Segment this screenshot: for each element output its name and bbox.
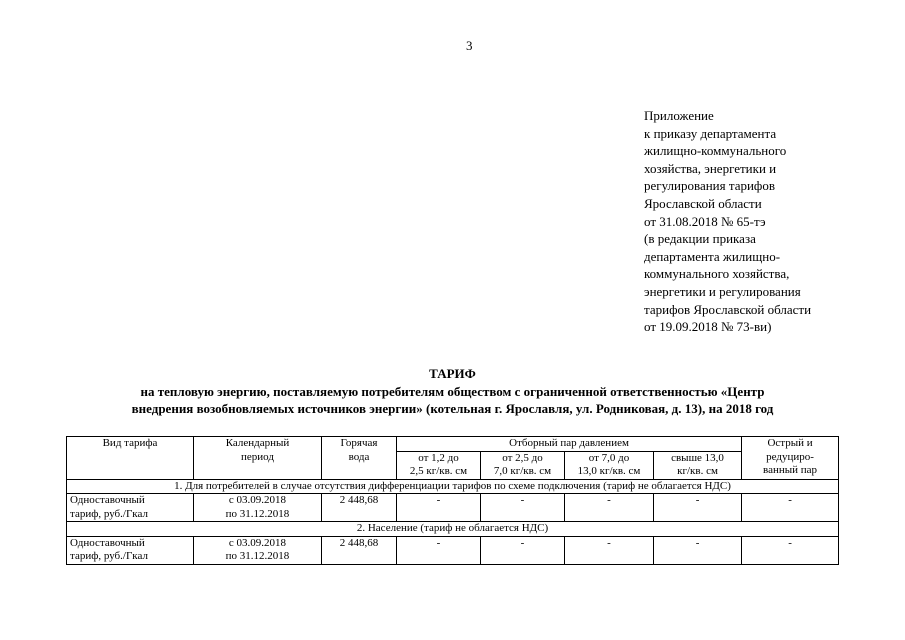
document-subtitle — [40, 384, 865, 417]
appendix-line: хозяйства, энергетики и — [644, 160, 777, 176]
table-header-row — [67, 437, 839, 452]
header-steam-2: от 2,5 до 7,0 кг/кв. см — [481, 451, 565, 479]
section-title-row — [67, 522, 839, 537]
appendix-line: от 31.08.2018 № 65-тэ — [644, 213, 766, 229]
cell-steam-1: - — [397, 536, 481, 564]
header-steam-4: свыше 13,0 кг/кв. см — [654, 451, 742, 479]
appendix-line: жилищно-коммунального — [644, 143, 787, 159]
cell-steam-2: - — [481, 494, 565, 522]
cell-period: с 03.09.2018 по 31.12.2018 — [194, 494, 322, 522]
appendix-line: (в редакции приказа — [644, 231, 756, 247]
header-steam-group: Отборный пар давлением — [397, 437, 742, 452]
header-reduced-steam: Острый и редуциро- ванный пар — [742, 437, 839, 480]
appendix-line: к приказу департамента — [644, 125, 777, 141]
section-title-row — [67, 479, 839, 494]
appendix-line: регулирования тарифов — [644, 178, 775, 194]
table-row — [67, 536, 839, 564]
appendix-line: энергетики и регулирования — [644, 283, 801, 299]
cell-period: с 03.09.2018 по 31.12.2018 — [194, 536, 322, 564]
subtitle-line: внедрения возобновляемых источников энергии» (котельная г. Ярославля, ул. Родниковая, д. 13), на 2018 год — [131, 400, 774, 416]
appendix-line: от 19.09.2018 № 73-ви) — [644, 319, 772, 335]
header-steam-1: от 1,2 до 2,5 кг/кв. см — [397, 451, 481, 479]
appendix-line: Приложение — [644, 108, 714, 123]
cell-reduced-steam: - — [742, 536, 839, 564]
section-title: 2. Население (тариф не облагается НДС) — [67, 522, 839, 537]
header-hot-water: Горячая вода — [322, 437, 397, 480]
cell-steam-2: - — [481, 536, 565, 564]
cell-steam-3: - — [565, 536, 654, 564]
cell-steam-4: - — [654, 536, 742, 564]
appendix-line: коммунального хозяйства, — [644, 266, 790, 282]
document-title: ТАРИФ — [429, 366, 476, 381]
header-steam-3: от 7,0 до 13,0 кг/кв. см — [565, 451, 654, 479]
cell-hot-water: 2 448,68 — [322, 494, 397, 522]
appendix-line: департамента жилищно- — [644, 248, 781, 264]
appendix-line: Ярославской области — [644, 195, 762, 211]
header-calendar-period: Календарный период — [194, 437, 322, 480]
cell-tariff-type: Одноставочный тариф, руб./Гкал — [67, 536, 194, 564]
cell-steam-1: - — [397, 494, 481, 522]
appendix-block — [644, 107, 884, 336]
cell-reduced-steam: - — [742, 494, 839, 522]
cell-tariff-type: Одноставочный тариф, руб./Гкал — [67, 494, 194, 522]
cell-hot-water: 2 448,68 — [322, 536, 397, 564]
header-tariff-type: Вид тарифа — [67, 437, 194, 480]
page-number: 3 — [466, 38, 473, 53]
cell-steam-3: - — [565, 494, 654, 522]
table-row — [67, 494, 839, 522]
section-title: 1. Для потребителей в случае отсутствия дифференциации тарифов по схеме подключения (тариф не облагается НДС) — [67, 479, 839, 494]
appendix-line: тарифов Ярославской области — [644, 301, 812, 317]
subtitle-line: на тепловую энергию, поставляемую потребителям обществом с ограниченной ответственностью «Центр — [140, 384, 765, 399]
tariff-table — [66, 436, 839, 565]
cell-steam-4: - — [654, 494, 742, 522]
